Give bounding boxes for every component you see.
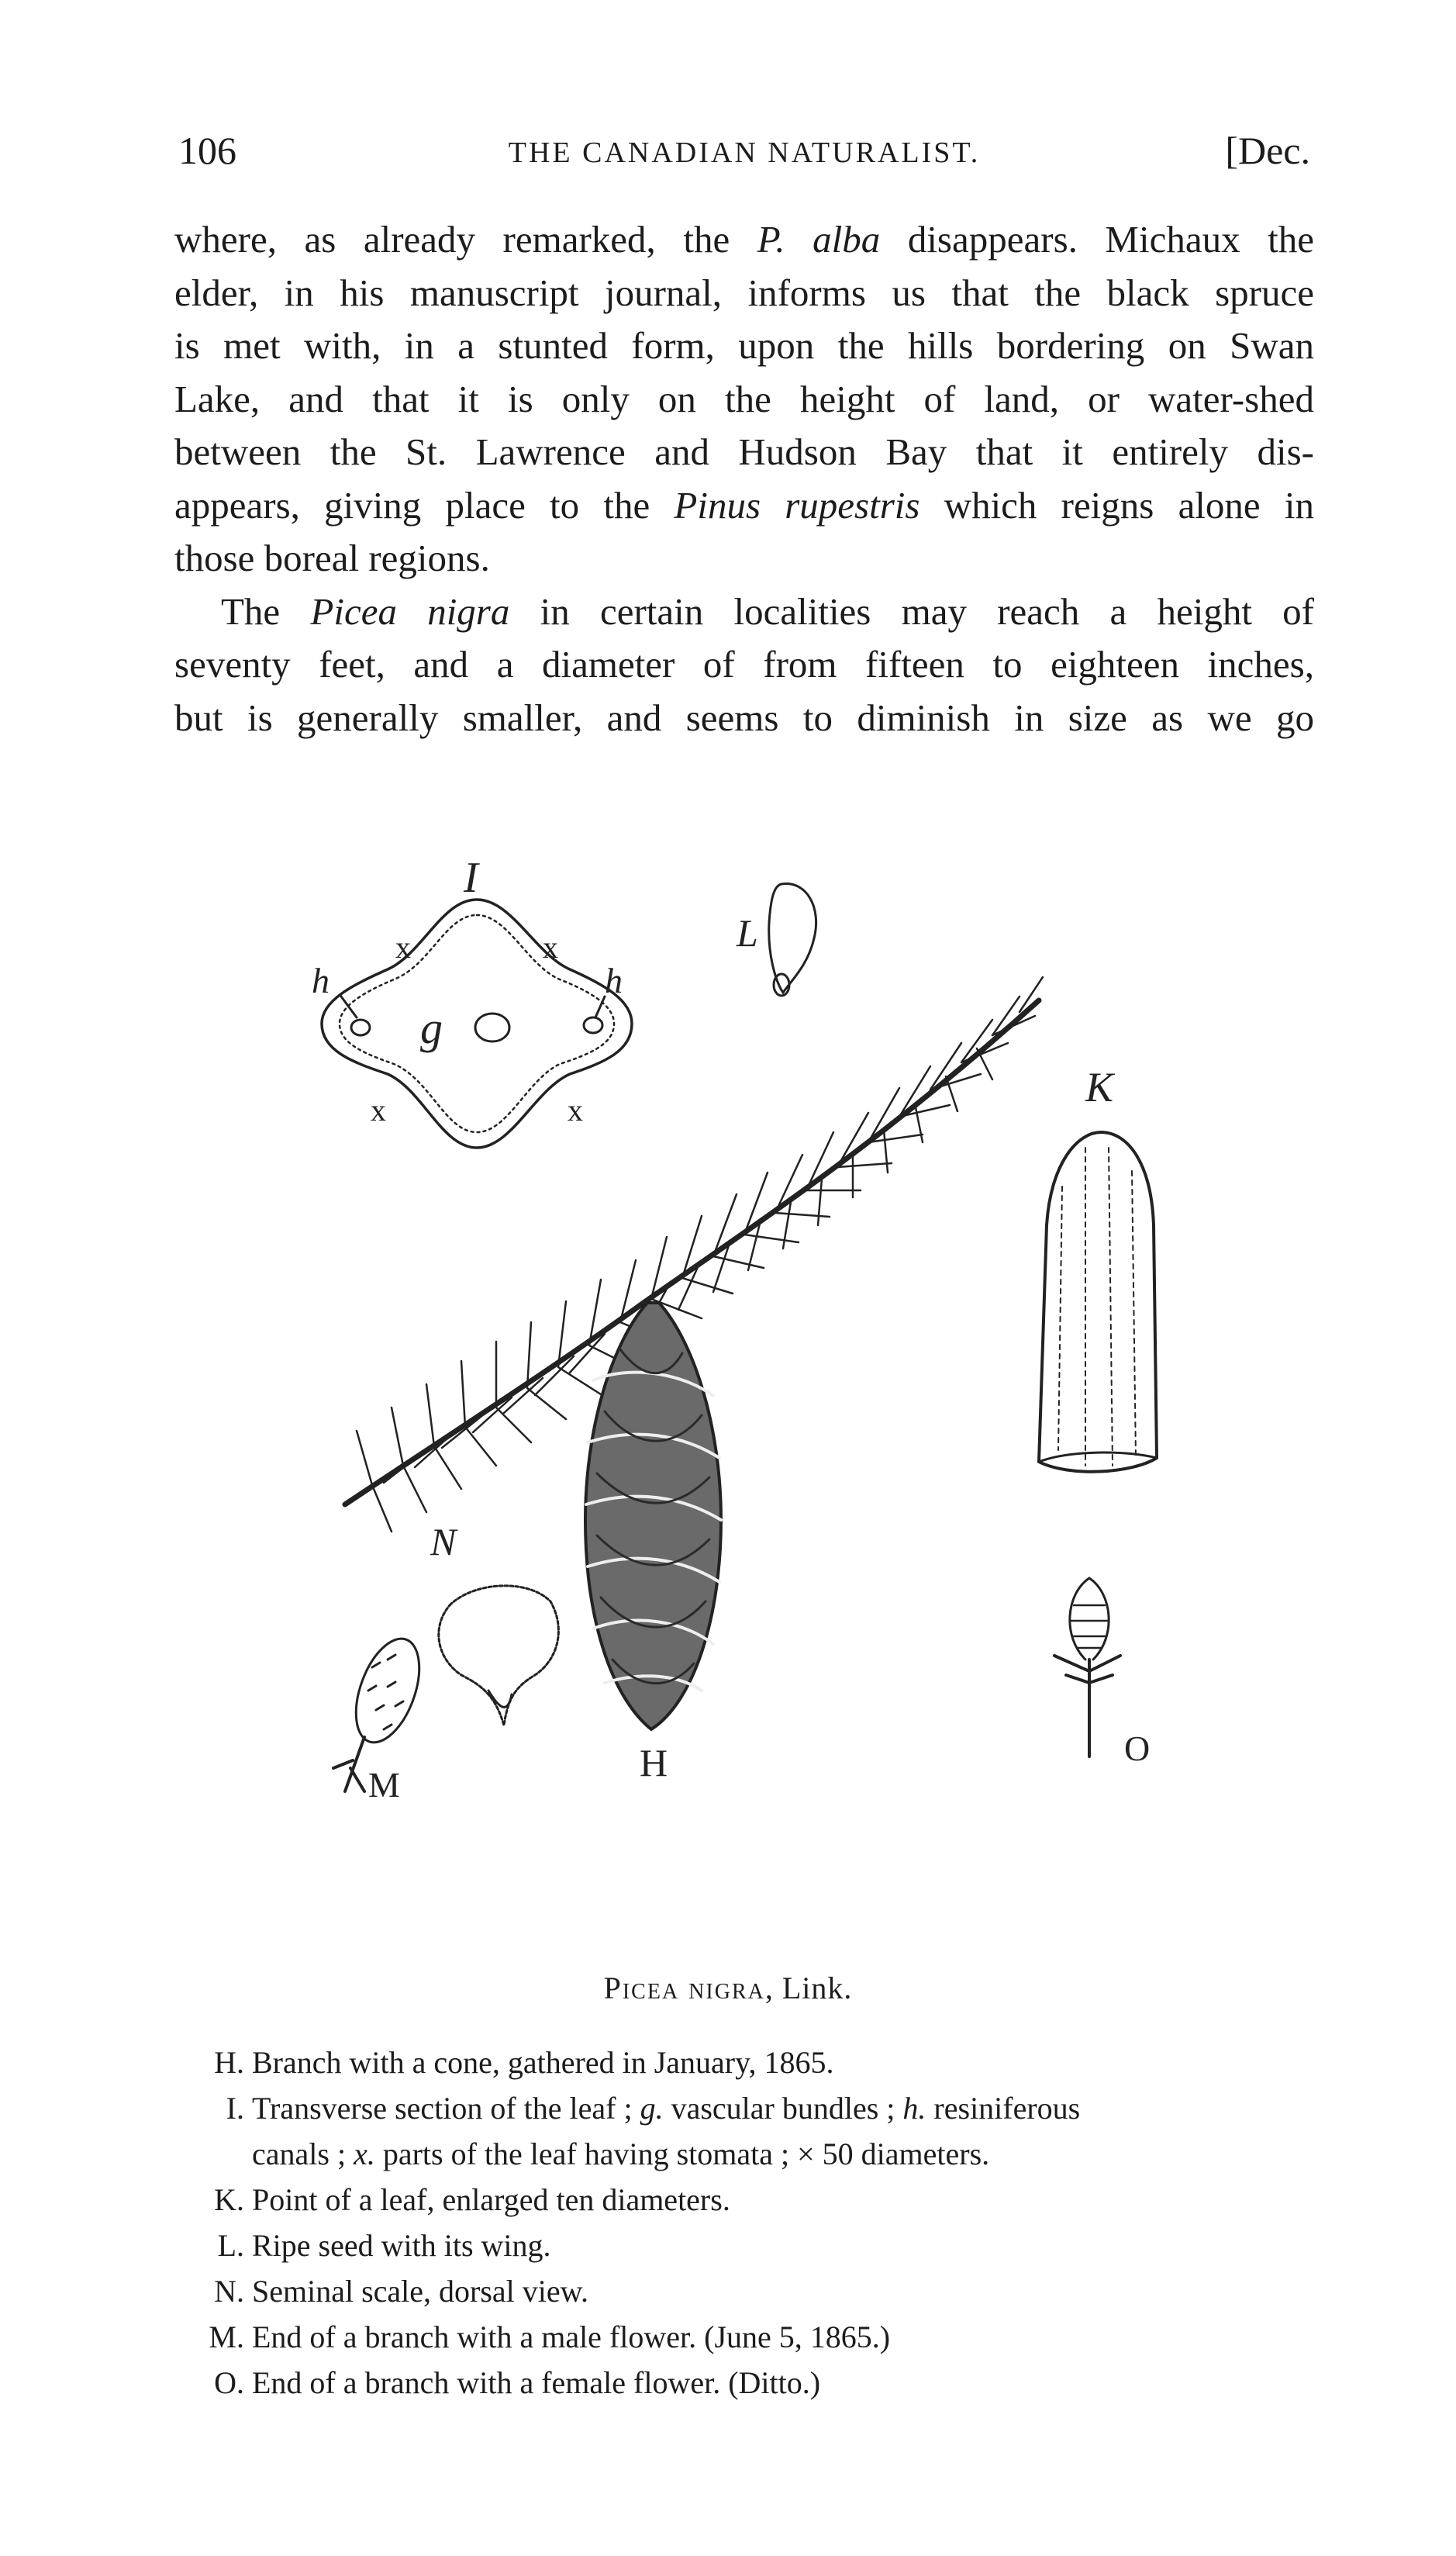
- legend-key: L.: [217, 2228, 244, 2263]
- figure-label-N: N: [430, 1520, 457, 1563]
- text-run: appears, giving place to the: [174, 483, 675, 527]
- text-run: The: [221, 589, 311, 633]
- legend-key: H.: [214, 2045, 244, 2080]
- figure-label-K: K: [1085, 1064, 1114, 1110]
- legend-key: I.: [226, 2091, 244, 2126]
- section-mark: [Dec.: [1225, 129, 1310, 172]
- label-x: x: [395, 930, 411, 965]
- text-run: which reigns alone in: [919, 483, 1314, 527]
- label-x: x: [568, 1093, 583, 1128]
- figure-label-I: I: [464, 854, 478, 902]
- legend-item: [167, 2085, 1376, 2177]
- text-line: those boreal regions.: [174, 537, 490, 579]
- caption-author: , Link.: [764, 1971, 853, 2005]
- legend-text: canals ;: [252, 2136, 354, 2171]
- legend-item: [167, 2040, 1376, 2085]
- botanical-illustration: [279, 838, 1334, 1869]
- figure-caption: [0, 1970, 1456, 2006]
- leaf-point: [1039, 1132, 1157, 1472]
- body-text: [174, 213, 1314, 744]
- species-name: Picea nigra: [310, 589, 510, 633]
- text-line: elder, in his manuscript journal, informs us that the black spruce: [174, 271, 1314, 314]
- legend-text: End of a branch with a male flower. (June 5, 1865.): [252, 2319, 891, 2354]
- label-g: g: [420, 1003, 443, 1053]
- page-number: 106: [178, 129, 236, 172]
- legend-text: Point of a leaf, enlarged ten diameters.: [252, 2182, 730, 2217]
- text-line: [174, 585, 1314, 639]
- caption-species: Picea nigra: [603, 1971, 765, 2005]
- legend-text: vascular bundles ;: [663, 2091, 903, 2126]
- text-line: but is generally smaller, and seems to diminish in size as we go: [174, 696, 1314, 739]
- figure-label-L: L: [737, 911, 758, 955]
- label-h: h: [312, 961, 329, 1000]
- figure-label-H: H: [640, 1741, 668, 1784]
- legend-key: N.: [214, 2274, 244, 2309]
- legend-item: [167, 2314, 1376, 2360]
- spruce-cone: [585, 1303, 721, 1729]
- figure-label-O: O: [1124, 1729, 1151, 1768]
- text-line: [174, 213, 1314, 267]
- species-name: P. alba: [757, 218, 881, 261]
- legend-text: parts of the leaf having stomata ; × 50 diameters.: [374, 2136, 990, 2171]
- legend-key: O.: [214, 2365, 244, 2400]
- legend-symbol: g.: [640, 2091, 664, 2126]
- legend-text: resiniferous: [926, 2091, 1081, 2126]
- legend-text: Ripe seed with its wing.: [252, 2228, 551, 2263]
- legend-text: Transverse section of the leaf ;: [252, 2091, 640, 2126]
- legend-item: [167, 2268, 1376, 2314]
- text-line: [174, 479, 1314, 533]
- text-run: disappears. Michaux the: [880, 218, 1315, 261]
- page-header: [178, 128, 1310, 182]
- legend-symbol: h.: [902, 2091, 926, 2126]
- text-line: between the St. Lawrence and Hudson Bay that it entirely dis-: [174, 430, 1314, 473]
- legend-text: End of a branch with a female flower. (Ditto.): [252, 2365, 821, 2400]
- legend-key: M.: [209, 2319, 244, 2354]
- species-name: Pinus rupestris: [674, 483, 920, 527]
- label-h: h: [605, 961, 623, 1000]
- legend-key: K.: [214, 2182, 244, 2217]
- text-line: is met with, in a stunted form, upon the hills bordering on Swan: [174, 324, 1314, 367]
- figure-legend: [167, 2040, 1376, 2406]
- label-x: x: [543, 930, 558, 965]
- legend-item: [167, 2177, 1376, 2223]
- leaf-cross-section: [322, 900, 632, 1148]
- legend-item: [167, 2223, 1376, 2268]
- running-title: THE CANADIAN NATURALIST.: [508, 136, 981, 169]
- legend-text: Branch with a cone, gathered in January, 1865.: [252, 2045, 834, 2080]
- legend-text: Seminal scale, dorsal view.: [252, 2274, 588, 2309]
- female-flower: [1054, 1578, 1120, 1756]
- label-x: x: [371, 1093, 386, 1128]
- text-line: seventy feet, and a diameter of from fifteen to eighteen inches,: [174, 643, 1314, 686]
- text-run: where, as already remarked, the: [174, 218, 757, 261]
- text-line: Lake, and that it is only on the height of land, or water-shed: [174, 377, 1314, 420]
- legend-symbol: x.: [354, 2136, 375, 2171]
- legend-item: [167, 2360, 1376, 2406]
- text-run: in certain localities may reach a height of: [509, 589, 1314, 633]
- figure-label-M: M: [368, 1765, 400, 1805]
